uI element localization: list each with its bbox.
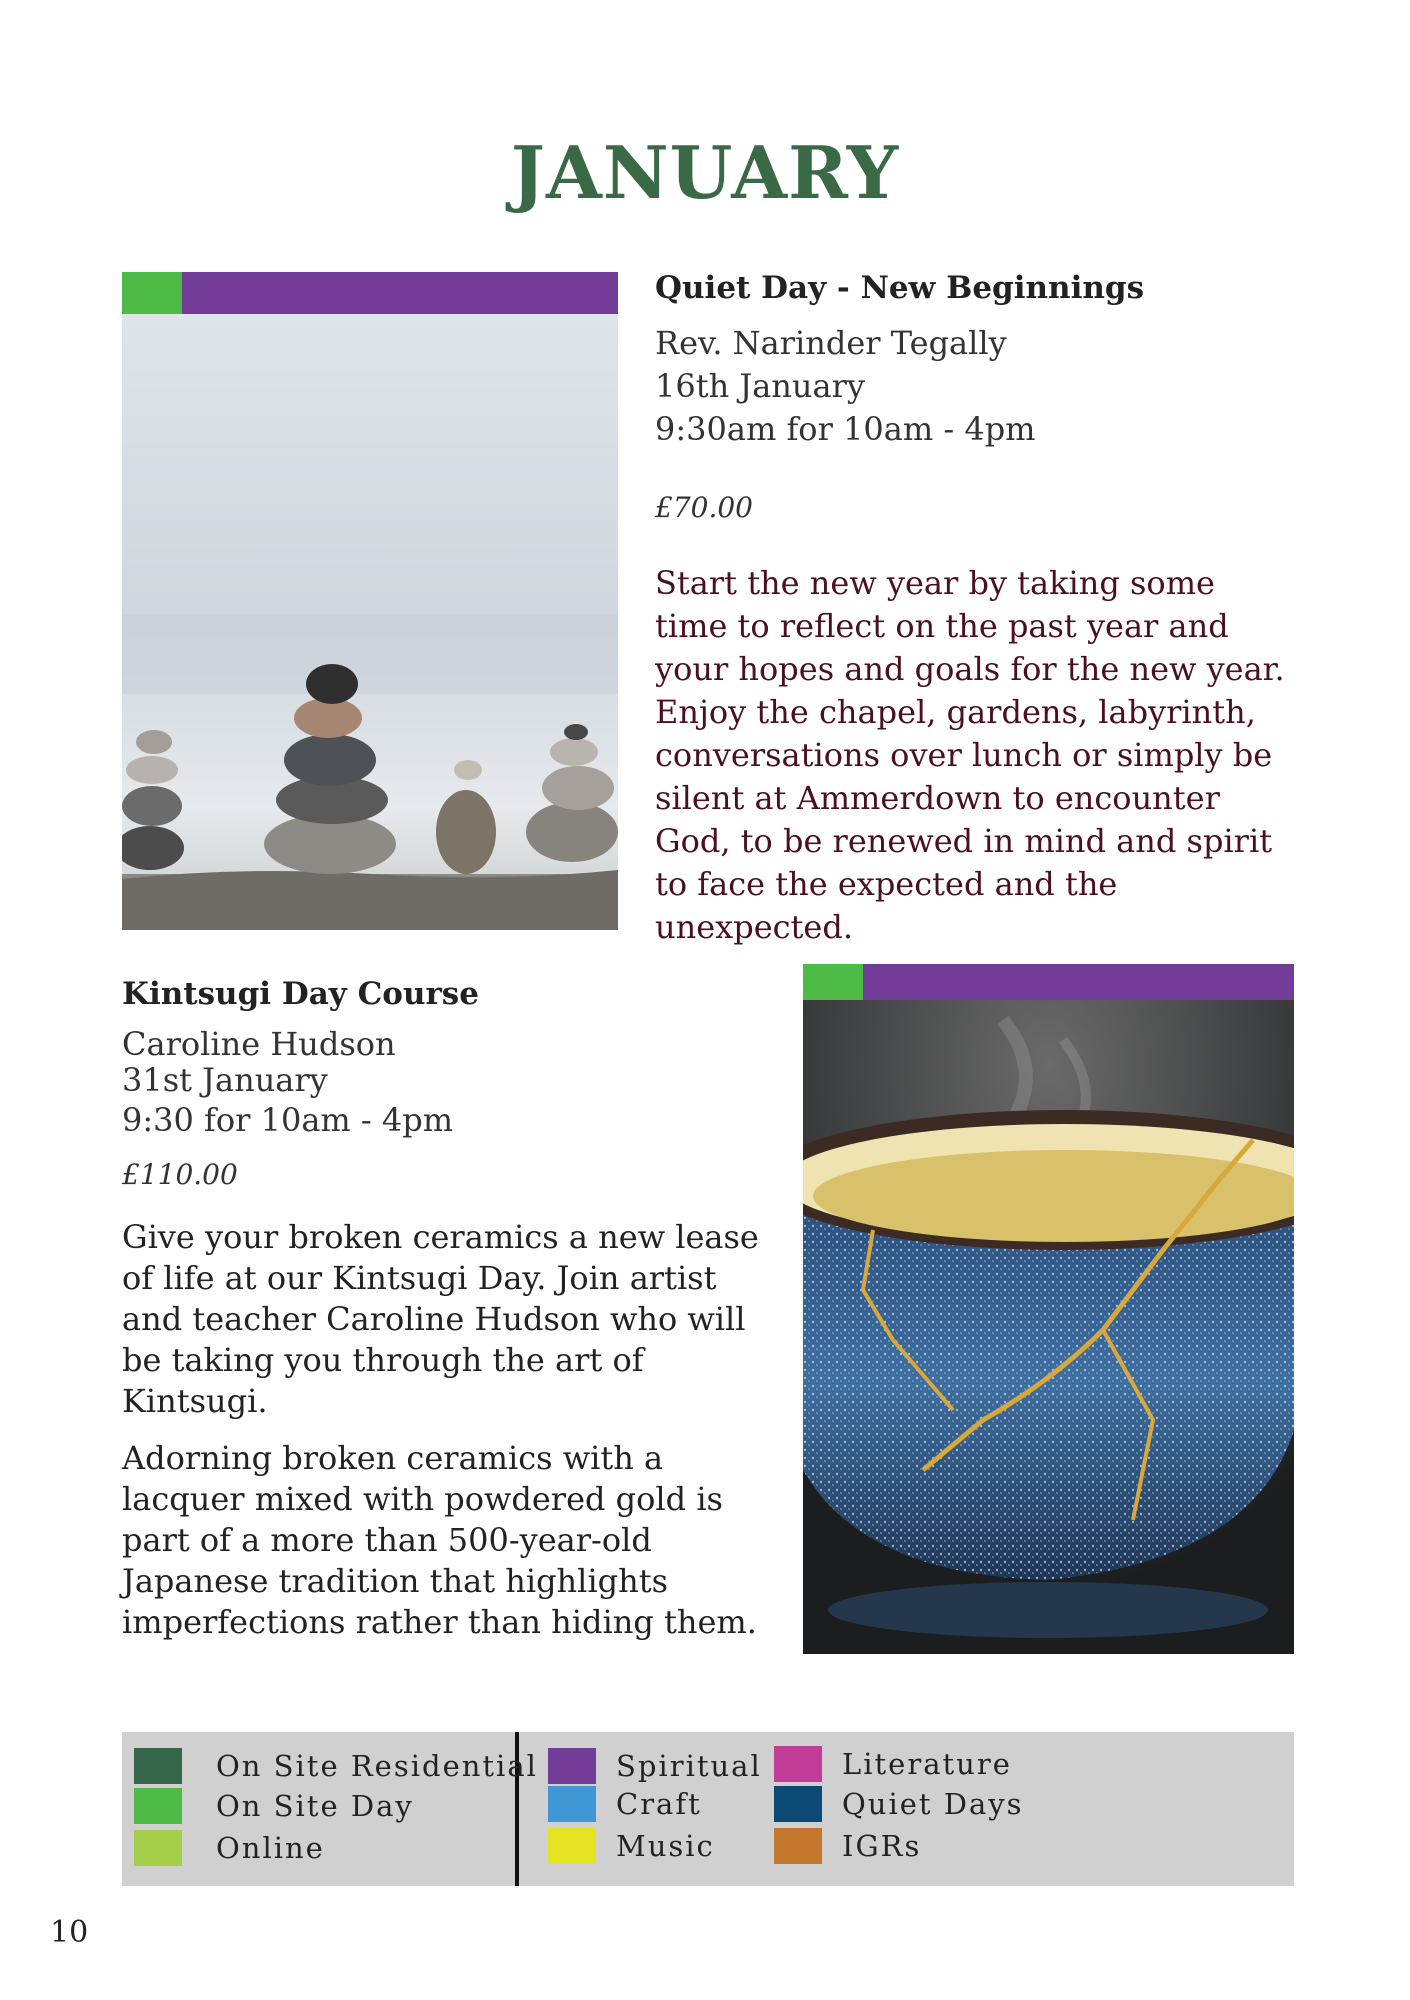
legend-item-craft bbox=[548, 1786, 702, 1822]
event-price: £110.00 bbox=[122, 1158, 238, 1191]
legend-item-online bbox=[134, 1830, 325, 1866]
legend-label: Quiet Days bbox=[842, 1787, 1024, 1821]
spiritual-tag bbox=[182, 272, 618, 314]
swatch-icon bbox=[774, 1746, 822, 1782]
page-number: 10 bbox=[50, 1915, 89, 1950]
swatch-icon bbox=[548, 1828, 596, 1864]
swatch-icon bbox=[774, 1828, 822, 1864]
legend-item-literature bbox=[774, 1746, 1012, 1782]
event-1-image bbox=[122, 272, 618, 930]
event-description: Start the new year by taking some time to reflect on the past year and your hopes and goals for the new year. Enjoy the chapel, gardens, labyrinth, conversations over lunch or simply be silent at Ammerdown to encounter God, to be renewed in mind and spirit to face the expected and the unexpected. bbox=[655, 564, 1285, 946]
swatch-icon bbox=[134, 1788, 182, 1824]
craft-category-tag bbox=[863, 964, 1294, 1000]
event-1-category-bar bbox=[122, 272, 618, 314]
legend-item-on-site-residential bbox=[134, 1748, 538, 1784]
legend-item-quiet-days bbox=[774, 1786, 1024, 1822]
event-leader: Caroline Hudson bbox=[122, 1025, 396, 1063]
event-date: 16th January bbox=[655, 367, 865, 405]
event-2 bbox=[122, 976, 762, 1643]
event-2-category-bar bbox=[803, 964, 1294, 1000]
legend-label: Online bbox=[216, 1831, 325, 1865]
legend-label: IGRs bbox=[842, 1829, 922, 1863]
page-title: JANUARY bbox=[510, 130, 900, 215]
event-time: 9:30 for 10am - 4pm bbox=[122, 1101, 454, 1139]
swatch-icon bbox=[774, 1786, 822, 1822]
legend-item-igrs bbox=[774, 1828, 921, 1864]
event-price: £70.00 bbox=[655, 491, 753, 524]
legend-item-on-site-day bbox=[134, 1788, 414, 1824]
legend-label: Spiritual bbox=[616, 1749, 762, 1783]
event-title: Quiet Day - New Beginnings bbox=[655, 270, 1145, 306]
legend-label: On Site Residential bbox=[216, 1749, 538, 1783]
legend-label: Music bbox=[616, 1829, 715, 1863]
swatch-icon bbox=[548, 1748, 596, 1784]
legend-item-spiritual bbox=[548, 1748, 762, 1784]
legend-label: Literature bbox=[842, 1747, 1012, 1781]
event-description-extra: Adorning broken ceramics with a lacquer mixed with powdered gold is part of a more than 500-year-old Japanese tradition that highlights imperfections rather than hiding them. bbox=[122, 1439, 757, 1641]
legend-label: Craft bbox=[616, 1787, 702, 1821]
legend-item-music bbox=[548, 1828, 715, 1864]
on-site-day-tag bbox=[803, 964, 863, 1000]
event-time: 9:30am for 10am - 4pm bbox=[655, 410, 1036, 448]
category-legend bbox=[122, 1732, 1294, 1886]
swatch-icon bbox=[134, 1748, 182, 1784]
legend-label: On Site Day bbox=[216, 1789, 414, 1823]
stacked-stones-icon bbox=[122, 314, 618, 930]
event-title: Kintsugi Day Course bbox=[122, 976, 479, 1012]
kintsugi-bowl-icon bbox=[803, 1000, 1294, 1654]
event-1 bbox=[655, 270, 1295, 949]
event-2-image bbox=[803, 964, 1294, 1654]
event-leader: Rev. Narinder Tegally bbox=[655, 324, 1007, 362]
on-site-day-tag bbox=[122, 272, 182, 314]
swatch-icon bbox=[548, 1786, 596, 1822]
event-description: Give your broken ceramics a new lease of life at our Kintsugi Day. Join artist and teacher Caroline Hudson who will be taking you through the art of Kintsugi. bbox=[122, 1218, 759, 1420]
swatch-icon bbox=[134, 1830, 182, 1866]
event-date: 31st January bbox=[122, 1061, 328, 1099]
